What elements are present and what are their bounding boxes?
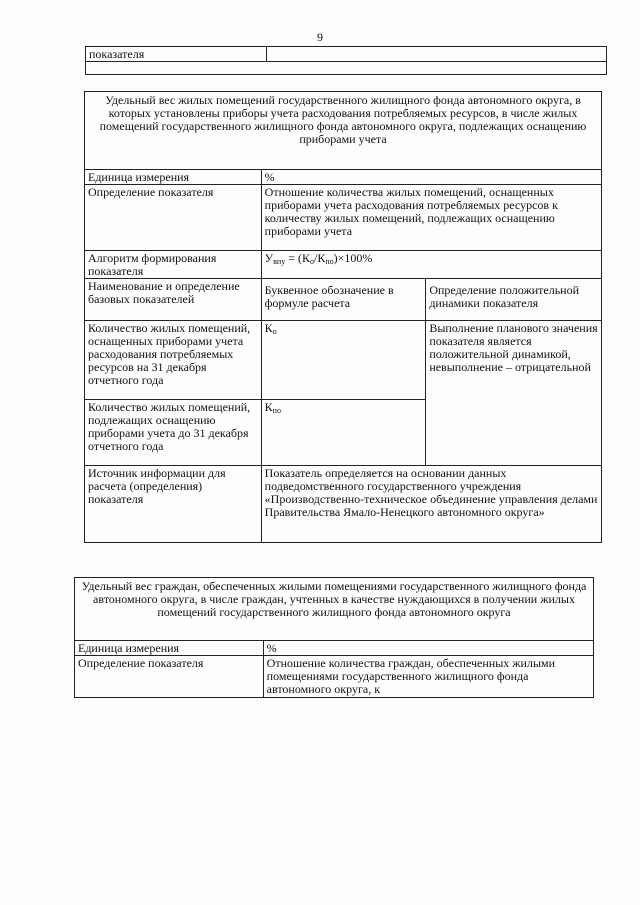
formula-lhs: У	[264, 251, 274, 265]
formula-eq: = (К	[285, 251, 310, 265]
letter: К	[264, 400, 273, 414]
fragment-empty-cell	[267, 47, 607, 62]
base-row-1-name: Количество жилых помещений, оснащенных приборами учета расходования потребляемых ресурсов на 31 декабря отчетного года	[85, 321, 262, 400]
table-row	[85, 185, 602, 251]
table-row	[85, 92, 602, 170]
algorithm-label: Алгоритм формирования показателя	[85, 251, 262, 279]
formula-den-sub: по	[325, 257, 334, 266]
formula-slash: /К	[314, 251, 326, 265]
formula-num-sub: о	[310, 257, 314, 266]
indicator-title: Удельный вес жилых помещений государственного жилищного фонда автономного округа, в которых установлены приборы учета расходования потребляемых ресурсов, в числе жилых помещений государственного жилищного фонда автономного округа, подлежащих оснащению приборами учета	[85, 92, 602, 170]
letter-header: Буквенное обозначение в формуле расчета	[261, 279, 426, 321]
table-row	[85, 251, 602, 279]
table-row	[75, 641, 594, 656]
letter: К	[264, 321, 273, 335]
table-row	[86, 62, 607, 75]
table-row	[75, 578, 594, 641]
base-row-2-name: Количество жилых помещений, подлежащих оснащению приборами учета до 31 декабря отчетного года	[85, 400, 262, 466]
formula-tail: )×100%	[333, 251, 373, 265]
definition-label: Определение показателя	[85, 185, 262, 251]
unit-value: %	[261, 170, 601, 185]
base-header: Наименование и определение базовых показателей	[85, 279, 262, 321]
base-row-2-letter	[261, 400, 426, 466]
base-row-1-letter	[261, 321, 426, 400]
top-fragment-table	[85, 46, 607, 75]
table-row	[85, 321, 602, 400]
fragment-empty-row	[86, 62, 607, 75]
table-row	[85, 170, 602, 185]
table-row	[86, 47, 607, 62]
unit-value: %	[263, 641, 593, 656]
source-value: Показатель определяется на основании данных подведомственного государственного учреждения «Производственно-техническое объединение управления делами Правительства Ямало-Ненецкого автономного округа»	[261, 466, 601, 543]
dynamics-header: Определение положительной динамики показателя	[426, 279, 602, 321]
definition-value: Отношение количества жилых помещений, оснащенных приборами учета расходования потребляемых ресурсов к количеству жилых помещений, подлежащих оснащению приборами учета	[261, 185, 601, 251]
formula	[261, 251, 601, 279]
dynamics-value: Выполнение планового значения показателя является положительной динамикой, невыполнение – отрицательной	[426, 321, 602, 466]
formula-lhs-sub: впу	[273, 257, 286, 266]
indicator-table-1	[84, 91, 602, 543]
table-row	[75, 656, 594, 698]
unit-label: Единица измерения	[85, 170, 262, 185]
letter-sub: о	[272, 327, 277, 336]
definition-label: Определение показателя	[75, 656, 264, 698]
letter-sub: по	[272, 406, 281, 415]
indicator-title: Удельный вес граждан, обеспеченных жилыми помещениями государственного жилищного фонда автономного округа, в числе граждан, учтенных в качестве нуждающихся в получении жилых помещений государственного жилищного фонда автономного округа	[75, 578, 594, 641]
unit-label: Единица измерения	[75, 641, 264, 656]
definition-value: Отношение количества граждан, обеспеченных жилыми помещениями государственного жилищного фонда автономного округа, к	[263, 656, 593, 698]
table-row	[85, 279, 602, 321]
page-number: 9	[317, 30, 323, 44]
indicator-table-2	[74, 577, 594, 698]
table-row	[85, 466, 602, 543]
fragment-label: показателя	[86, 47, 267, 62]
source-label: Источник информации для расчета (определения) показателя	[85, 466, 262, 543]
